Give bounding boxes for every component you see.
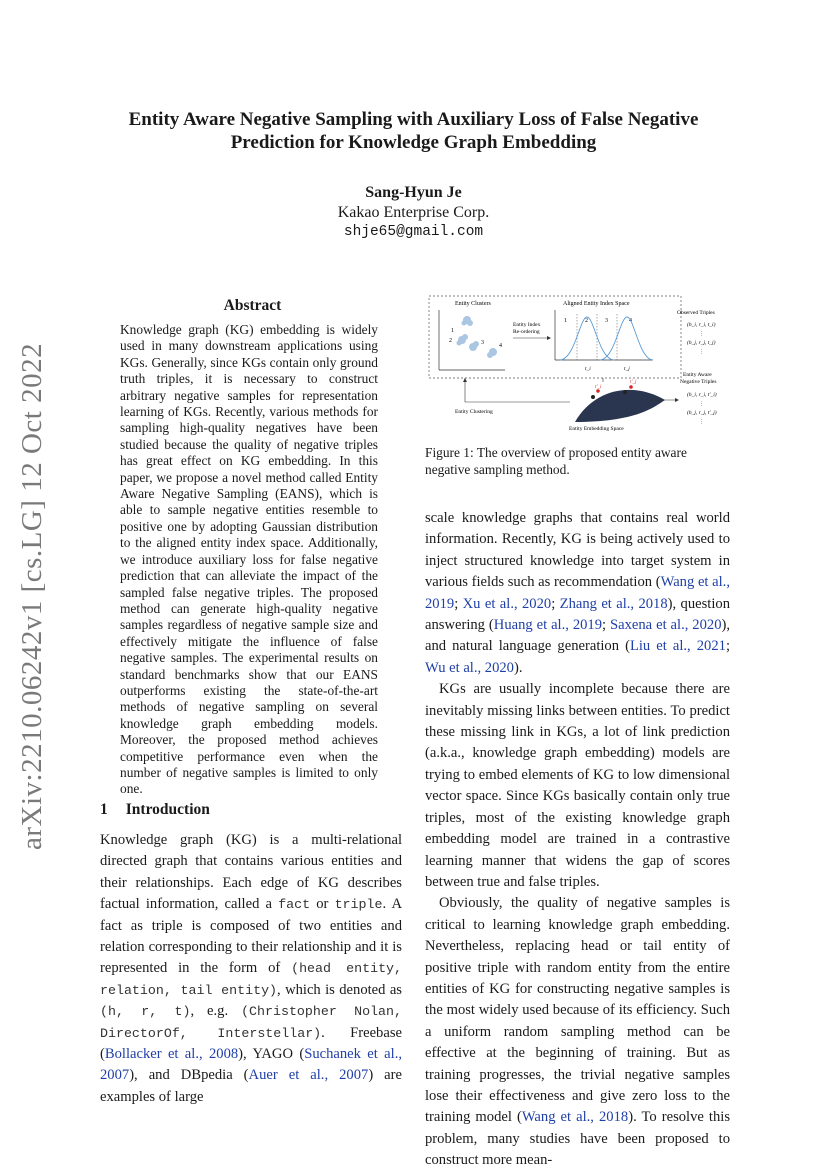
citation-link[interactable]: Saxena et al., 2020 <box>610 617 722 634</box>
negative-triple-2: (h_j, r_j, t'_j) <box>687 410 717 416</box>
label-entity-clustering: Entity Clustering <box>455 409 493 415</box>
section-title: Introduction <box>125 801 210 818</box>
cluster-dots <box>457 316 498 358</box>
code-form: (head entity, relation, tail entity) <box>100 961 403 998</box>
code-triple: triple <box>334 897 383 913</box>
label-tpi: t'_i <box>595 385 602 390</box>
label-aware-2: Negative Triples <box>680 379 717 385</box>
citation-link[interactable]: Liu et al., 2021 <box>629 638 726 655</box>
title-line-2: Prediction for Knowledge Graph Embedding <box>230 132 597 153</box>
embedding-point-ti <box>591 395 595 399</box>
right-paragraph-3: Obviously, the quality of negative samples is critical to learning knowledge graph embedding. Nevertheless, replacing head or tail entity of positive triple with random entity from the entire entities of KG for constructing negative samples is the most widely used because of its efficiency. Such a uniform random sampling method can be effective at the beginning of training. But as training progresses, the trivial negative samples lose their effectiveness and give zero loss to the training model (Wang et al., 2018). To resolve this problem, many studies have been proposed to construct more mean- <box>425 895 731 1169</box>
cluster-num-4: 4 <box>499 343 502 349</box>
citation-link[interactable]: Zhang et al., 2018 <box>559 595 668 612</box>
negative-ellipsis: ⋮ <box>699 402 704 407</box>
index-num-3: 3 <box>605 318 608 324</box>
intro-paragraph-1: Knowledge graph (KG) is a multi-relational directed graph that contains various entities and their relationships. Each edge of KG describes factual information, called a fact or triple. A fact as triple is composed of two entities and relation corresponding to their relationship and it is represented in the form of (head entity, relation, tail entity), which is denoted as (h, r, t), e.g. (Christopher Nolan, DirectorOf, Interstellar). Freebase (Bollacker et al., 2008), YAGO (Suchanek et al., 2007), and DBpedia (Auer et al., 2007) are examples of large <box>100 832 403 1105</box>
figure-1-diagram <box>425 292 735 442</box>
negative-triple-1: (h_i, r_i, t'_i) <box>687 392 717 398</box>
label-entity-clusters: Entity Clusters <box>455 301 491 307</box>
reorder-arrow-head <box>547 336 551 340</box>
citation-link[interactable]: Auer et al., 2007 <box>248 1067 369 1084</box>
cluster-num-1: 1 <box>451 328 454 334</box>
observed-triple-1: (h_i, r_i, t_i) <box>687 322 716 328</box>
citation-link[interactable]: Suchanek et al., 2007 <box>100 1046 402 1084</box>
author-affiliation: Kakao Enterprise Corp. <box>337 204 490 221</box>
figure-1-caption: Figure 1: The overview of proposed entity aware negative sampling method. <box>425 445 687 477</box>
section-heading-introduction <box>100 801 210 819</box>
label-embedding-space: Entity Embedding Space <box>569 426 624 432</box>
citation-link[interactable]: Wang et al., 2018 <box>521 1109 629 1126</box>
intro-paragraph-left <box>100 830 402 1108</box>
code-hrt: (h, r, t) <box>100 1004 191 1020</box>
code-example: (Christopher Nolan, DirectorOf, Interstellar) <box>100 1004 402 1041</box>
citation-link[interactable]: Bollacker et al., 2008 <box>104 1046 239 1063</box>
code-fact: fact <box>278 897 311 913</box>
clustering-arrow-head <box>463 378 467 382</box>
author-name: Sang-Hyun Je <box>365 184 462 201</box>
label-ti: t_i <box>585 366 591 372</box>
citation-link[interactable]: Huang et al., 2019 <box>493 617 603 634</box>
index-num-4: 4 <box>629 318 632 324</box>
author-email[interactable]: shje65@gmail.com <box>343 224 484 240</box>
label-tj: t_j <box>624 366 630 372</box>
abstract-text: Knowledge graph (KG) embedding is widely used in many downstream applications using KGs. Generally, since KGs contain only ground truth triples, it is necessary to construct arbitrary negative samples for representation learning of KGs. Recently, various methods for sampling high-quality negatives have been studied because the quality of negative triples has great effect on KG embedding. In this paper, we propose a novel method called Entity Aware Negative Sampling (EANS), which is able to sample negative entities resemble to positive one by adopting Gaussian distribution to the aligned entity index space. Additionally, we introduce auxiliary loss for false negative prediction that can alleviate the impact of the sampled false negative triples. The proposed method can generate high-quality negative samples regardless of negative sample size and effectively mitigate the influence of false negative samples. The experimental results on standard benchmarks show that our EANS outperforms existing the state-of-the-art methods of negative sampling on several knowledge graph embedding models. Moreover, the proposed method achieves competitive performance even when the number of negative samples is limited to only one. <box>120 322 378 797</box>
observed-ellipsis-2: ⋮ <box>699 350 704 355</box>
label-aware-1: Entity Aware <box>683 372 712 378</box>
embedding-point-tj <box>623 390 627 394</box>
title-line-1: Entity Aware Negative Sampling with Auxiliary Loss of False Negative <box>128 109 699 130</box>
embedding-point-tpj <box>629 385 633 389</box>
negative-arrow-head <box>675 398 679 402</box>
paper-title <box>60 108 767 154</box>
right-paragraph-2: KGs are usually incomplete because there are inevitably missing links between entities. To predict these missing link in KGs, a lot of link prediction (a.k.a., knowledge graph embedding) models are trying to embed elements of KG to low dimensional vector space. Since KGs basically contain only true triples, most of the existing knowledge graph embedding model are trained in a contrastive learning manner that widens the gap of scores between true and false triples. <box>425 681 730 890</box>
label-reorder-2: Re-ordering <box>513 329 540 335</box>
abstract-heading: Abstract <box>223 297 282 314</box>
intro-paragraph-right <box>425 508 730 1172</box>
label-aligned-space: Aligned Entity Index Space <box>563 301 630 307</box>
section-number: 1 <box>100 801 108 818</box>
label-reorder-1: Entity Index <box>513 322 541 328</box>
right-paragraph-1: scale knowledge graphs that contains real world information. Recently, KG is being actively used to inject structured knowledge into target system in various fields such as recommendation (Wang et al., 2019; Xu et al., 2020; Zhang et al., 2018), question answering (Huang et al., 2019; Saxena et al., 2020), and natural language generation (Liu et al., 2021; Wu et al., 2020). <box>425 510 731 676</box>
embedding-surface <box>575 390 665 422</box>
index-num-2: 2 <box>585 318 588 324</box>
negative-ellipsis-2: ⋮ <box>699 420 704 425</box>
cluster-num-2: 2 <box>449 338 452 344</box>
cluster-num-3: 3 <box>481 340 484 346</box>
label-observed: Observed Triples <box>677 310 715 316</box>
label-tpj: t'_j <box>630 380 637 385</box>
citation-link[interactable]: Wu et al., 2020 <box>425 659 514 676</box>
observed-ellipsis: ⋮ <box>699 332 704 337</box>
observed-triple-2: (h_j, r_j, t_j) <box>687 340 716 346</box>
citation-link[interactable]: Xu et al., 2020 <box>462 595 552 612</box>
arxiv-id[interactable]: arXiv:2210.06242v1 [cs.LG] 12 Oct 2022 <box>16 342 48 850</box>
index-num-1: 1 <box>564 318 567 324</box>
citation-link[interactable]: Wang et al., 2019 <box>425 574 730 612</box>
